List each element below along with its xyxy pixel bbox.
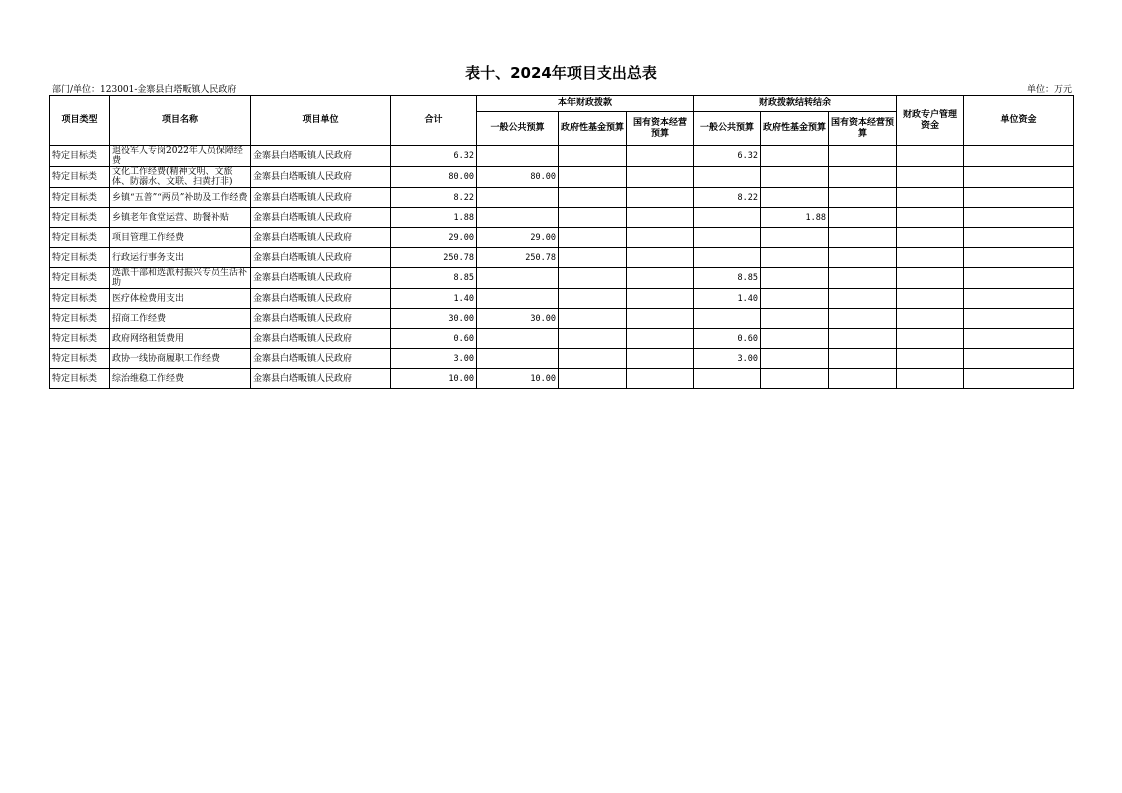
cell-state-capital <box>627 369 694 389</box>
cell-carry-general <box>694 248 761 268</box>
header-carry-general-budget: 一般公共预算 <box>694 112 761 146</box>
cell-special <box>897 188 964 208</box>
cell-carry-fund <box>761 188 829 208</box>
cell-state-capital <box>627 309 694 329</box>
cell-carry-fund: 1.88 <box>761 208 829 228</box>
cell-name: 文化工作经费(精神文明、文旅体、防溺水、文联、扫黄打非) <box>110 167 251 188</box>
cell-unit: 金寨县白塔畈镇人民政府 <box>251 268 391 289</box>
cell-unit: 金寨县白塔畈镇人民政府 <box>251 228 391 248</box>
table-row <box>50 289 1074 309</box>
cell-unit-funds <box>964 329 1074 349</box>
cell-type: 特定目标类 <box>50 167 110 188</box>
cell-name: 行政运行事务支出 <box>110 248 251 268</box>
cell-name: 退役军人专岗2022年人员保障经费 <box>110 146 251 167</box>
cell-fund <box>559 228 627 248</box>
header-fund-budget: 政府性基金预算 <box>559 112 627 146</box>
cell-total: 30.00 <box>391 309 477 329</box>
cell-general: 10.00 <box>477 369 559 389</box>
cell-carry-general <box>694 208 761 228</box>
header-current-appropriation: 本年财政拨款 <box>477 96 694 112</box>
header-carry-state-capital-budget: 国有资本经营预算 <box>829 112 897 146</box>
table-row <box>50 228 1074 248</box>
cell-carry-state-capital <box>829 208 897 228</box>
cell-carry-fund <box>761 228 829 248</box>
cell-carry-fund <box>761 268 829 289</box>
cell-carry-fund <box>761 349 829 369</box>
cell-carry-state-capital <box>829 369 897 389</box>
cell-name: 乡镇老年食堂运营、助餐补贴 <box>110 208 251 228</box>
cell-total: 80.00 <box>391 167 477 188</box>
cell-special <box>897 208 964 228</box>
cell-type: 特定目标类 <box>50 289 110 309</box>
cell-name: 政协一线协商履职工作经费 <box>110 349 251 369</box>
header-unit: 项目单位 <box>251 96 391 146</box>
cell-total: 6.32 <box>391 146 477 167</box>
table-row <box>50 329 1074 349</box>
cell-unit-funds <box>964 228 1074 248</box>
project-expenditure-table <box>49 95 1074 389</box>
header-unit-funds: 单位资金 <box>964 96 1074 146</box>
cell-fund <box>559 146 627 167</box>
cell-unit-funds <box>964 369 1074 389</box>
cell-unit: 金寨县白塔畈镇人民政府 <box>251 208 391 228</box>
cell-name: 乡镇“五普”“两员”补助及工作经费 <box>110 188 251 208</box>
cell-general: 80.00 <box>477 167 559 188</box>
cell-unit: 金寨县白塔畈镇人民政府 <box>251 248 391 268</box>
cell-fund <box>559 329 627 349</box>
cell-fund <box>559 248 627 268</box>
cell-unit-funds <box>964 349 1074 369</box>
cell-name: 医疗体检费用支出 <box>110 289 251 309</box>
cell-carry-general: 8.22 <box>694 188 761 208</box>
cell-unit: 金寨县白塔畈镇人民政府 <box>251 349 391 369</box>
cell-special <box>897 167 964 188</box>
table-row <box>50 167 1074 188</box>
cell-special <box>897 228 964 248</box>
cell-total: 29.00 <box>391 228 477 248</box>
unit-label: 单位：万元 <box>1026 85 1072 95</box>
table-row <box>50 248 1074 268</box>
cell-state-capital <box>627 329 694 349</box>
header-special-account: 财政专户管理资金 <box>897 96 964 146</box>
cell-state-capital <box>627 167 694 188</box>
cell-state-capital <box>627 268 694 289</box>
cell-unit-funds <box>964 167 1074 188</box>
cell-type: 特定目标类 <box>50 188 110 208</box>
cell-name: 综治维稳工作经费 <box>110 369 251 389</box>
cell-total: 8.85 <box>391 268 477 289</box>
cell-type: 特定目标类 <box>50 369 110 389</box>
cell-fund <box>559 208 627 228</box>
cell-total: 10.00 <box>391 369 477 389</box>
cell-carry-state-capital <box>829 349 897 369</box>
table-row <box>50 369 1074 389</box>
cell-carry-general: 3.00 <box>694 349 761 369</box>
header-type: 项目类型 <box>50 96 110 146</box>
cell-state-capital <box>627 208 694 228</box>
cell-name: 政府网络租赁费用 <box>110 329 251 349</box>
cell-general <box>477 188 559 208</box>
cell-carry-state-capital <box>829 146 897 167</box>
cell-state-capital <box>627 146 694 167</box>
cell-carry-fund <box>761 167 829 188</box>
cell-carry-state-capital <box>829 167 897 188</box>
cell-carry-fund <box>761 369 829 389</box>
table-body <box>50 146 1074 389</box>
cell-unit: 金寨县白塔畈镇人民政府 <box>251 167 391 188</box>
cell-carry-state-capital <box>829 329 897 349</box>
cell-unit: 金寨县白塔畈镇人民政府 <box>251 309 391 329</box>
cell-general: 250.78 <box>477 248 559 268</box>
cell-carry-state-capital <box>829 248 897 268</box>
table-row <box>50 146 1074 167</box>
cell-carry-general: 0.60 <box>694 329 761 349</box>
cell-carry-general <box>694 228 761 248</box>
cell-general <box>477 146 559 167</box>
cell-special <box>897 329 964 349</box>
cell-general <box>477 329 559 349</box>
table-row <box>50 208 1074 228</box>
cell-general: 30.00 <box>477 309 559 329</box>
cell-unit-funds <box>964 146 1074 167</box>
cell-general: 29.00 <box>477 228 559 248</box>
cell-carry-general <box>694 167 761 188</box>
cell-state-capital <box>627 248 694 268</box>
header-total: 合计 <box>391 96 477 146</box>
cell-special <box>897 146 964 167</box>
table-row <box>50 188 1074 208</box>
cell-type: 特定目标类 <box>50 228 110 248</box>
cell-general <box>477 289 559 309</box>
cell-fund <box>559 167 627 188</box>
cell-carry-general <box>694 369 761 389</box>
cell-type: 特定目标类 <box>50 349 110 369</box>
cell-type: 特定目标类 <box>50 146 110 167</box>
cell-state-capital <box>627 289 694 309</box>
cell-unit-funds <box>964 208 1074 228</box>
cell-unit-funds <box>964 289 1074 309</box>
cell-name: 选派干部和选派村振兴专员生活补助 <box>110 268 251 289</box>
cell-special <box>897 369 964 389</box>
cell-total: 1.88 <box>391 208 477 228</box>
cell-carry-general <box>694 309 761 329</box>
cell-name: 项目管理工作经费 <box>110 228 251 248</box>
cell-carry-state-capital <box>829 228 897 248</box>
cell-special <box>897 309 964 329</box>
table-row <box>50 349 1074 369</box>
cell-total: 3.00 <box>391 349 477 369</box>
cell-carry-general: 8.85 <box>694 268 761 289</box>
cell-carry-state-capital <box>829 268 897 289</box>
cell-state-capital <box>627 349 694 369</box>
cell-general <box>477 208 559 228</box>
cell-fund <box>559 188 627 208</box>
cell-carry-fund <box>761 309 829 329</box>
cell-total: 250.78 <box>391 248 477 268</box>
cell-type: 特定目标类 <box>50 248 110 268</box>
cell-special <box>897 349 964 369</box>
cell-total: 1.40 <box>391 289 477 309</box>
cell-carry-fund <box>761 248 829 268</box>
cell-unit: 金寨县白塔畈镇人民政府 <box>251 146 391 167</box>
cell-unit: 金寨县白塔畈镇人民政府 <box>251 369 391 389</box>
table-row <box>50 268 1074 289</box>
cell-type: 特定目标类 <box>50 208 110 228</box>
cell-unit-funds <box>964 188 1074 208</box>
cell-unit-funds <box>964 248 1074 268</box>
cell-total: 0.60 <box>391 329 477 349</box>
cell-unit-funds <box>964 309 1074 329</box>
cell-type: 特定目标类 <box>50 309 110 329</box>
cell-carry-state-capital <box>829 309 897 329</box>
cell-fund <box>559 369 627 389</box>
header-carryover: 财政拨款结转结余 <box>694 96 897 112</box>
header-state-capital-budget: 国有资本经营预算 <box>627 112 694 146</box>
header-carry-fund-budget: 政府性基金预算 <box>761 112 829 146</box>
cell-carry-general: 6.32 <box>694 146 761 167</box>
cell-type: 特定目标类 <box>50 268 110 289</box>
cell-total: 8.22 <box>391 188 477 208</box>
cell-state-capital <box>627 228 694 248</box>
cell-fund <box>559 309 627 329</box>
cell-special <box>897 248 964 268</box>
cell-carry-fund <box>761 146 829 167</box>
cell-carry-fund <box>761 289 829 309</box>
department-label: 部门/单位：123001-金寨县白塔畈镇人民政府 <box>52 85 237 95</box>
cell-fund <box>559 349 627 369</box>
cell-special <box>897 268 964 289</box>
cell-unit: 金寨县白塔畈镇人民政府 <box>251 289 391 309</box>
cell-unit: 金寨县白塔畈镇人民政府 <box>251 188 391 208</box>
cell-unit: 金寨县白塔畈镇人民政府 <box>251 329 391 349</box>
cell-unit-funds <box>964 268 1074 289</box>
header-general-budget: 一般公共预算 <box>477 112 559 146</box>
cell-carry-state-capital <box>829 289 897 309</box>
cell-carry-state-capital <box>829 188 897 208</box>
cell-carry-general: 1.40 <box>694 289 761 309</box>
header-name: 项目名称 <box>110 96 251 146</box>
cell-general <box>477 268 559 289</box>
cell-state-capital <box>627 188 694 208</box>
cell-general <box>477 349 559 369</box>
cell-carry-fund <box>761 329 829 349</box>
cell-name: 招商工作经费 <box>110 309 251 329</box>
cell-fund <box>559 268 627 289</box>
cell-fund <box>559 289 627 309</box>
cell-special <box>897 289 964 309</box>
table-row <box>50 309 1074 329</box>
cell-type: 特定目标类 <box>50 329 110 349</box>
page-title: 表十、2024年项目支出总表 <box>465 64 657 82</box>
